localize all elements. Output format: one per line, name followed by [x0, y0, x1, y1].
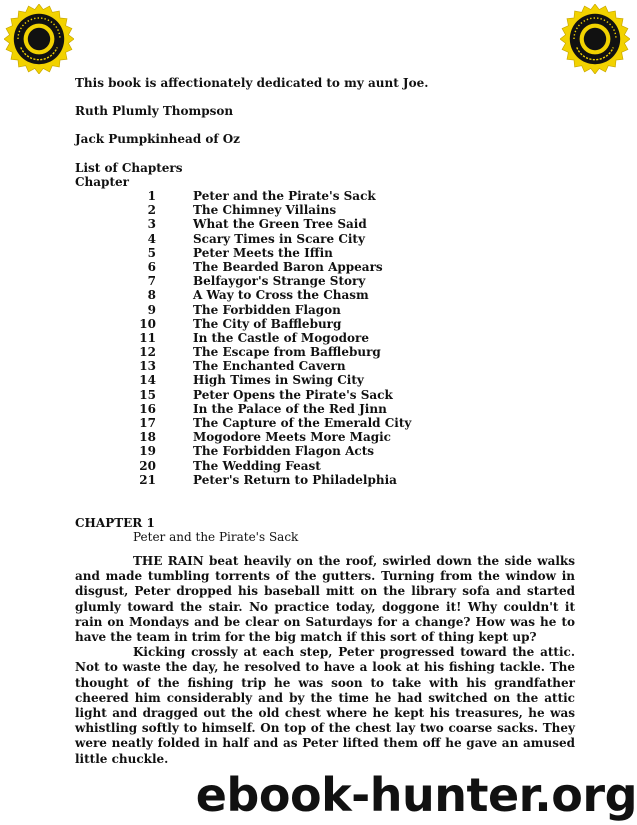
toc-entry — [0, 416, 637, 430]
toc-entry — [0, 430, 637, 444]
toc-entry-number: 15 — [139, 387, 156, 402]
toc-entry-title: High Times in Swing City — [193, 373, 364, 388]
toc-entry-title: The Chimney Villains — [193, 203, 337, 218]
toc-entry-number: 3 — [147, 217, 156, 232]
toc-entry-number: 19 — [139, 444, 156, 459]
abbyy-seal-left[interactable] — [4, 4, 74, 74]
toc-entry-number: 8 — [147, 288, 156, 303]
toc-entry-number: 16 — [139, 401, 156, 416]
toc-entry — [0, 331, 637, 345]
chapter-title: Peter and the Pirate's Sack — [133, 530, 299, 544]
toc-entry — [0, 203, 637, 217]
chapter-body — [75, 554, 575, 767]
author-name: Ruth Plumly Thompson — [75, 104, 234, 118]
toc-entry-title: The Escape from Baffleburg — [193, 345, 381, 360]
toc-entry-number: 13 — [139, 359, 156, 374]
toc-entry — [0, 303, 637, 317]
toc-entry — [0, 345, 637, 359]
toc-entry-title: In the Palace of the Red Jinn — [193, 401, 387, 416]
toc-entry-title: Peter's Return to Philadelphia — [193, 472, 397, 487]
toc-entry-title: What the Green Tree Said — [193, 217, 367, 232]
toc-entry-title: The Bearded Baron Appears — [193, 259, 383, 274]
book-title: Jack Pumpkinhead of Oz — [75, 132, 240, 146]
toc-entry-title: Peter Meets the Iffin — [193, 245, 333, 260]
toc-entry — [0, 373, 637, 387]
toc-entry-title: The Wedding Feast — [193, 458, 321, 473]
toc-entry-number: 21 — [139, 472, 156, 487]
abbyy-seal-icon — [560, 4, 630, 74]
toc-entry — [0, 217, 637, 231]
toc-entry-number: 18 — [139, 430, 156, 445]
toc-entry — [0, 260, 637, 274]
toc-entry-title: The Capture of the Emerald City — [193, 416, 412, 430]
toc-entry-number: 10 — [139, 316, 156, 331]
toc-entry-title: Scary Times in Scare City — [193, 231, 365, 246]
toc-entry-number: 11 — [139, 330, 156, 345]
toc-entry — [0, 359, 637, 373]
toc-entry — [0, 402, 637, 416]
toc-entry-title: Belfaygor's Strange Story — [193, 274, 366, 289]
toc-entry — [0, 246, 637, 260]
toc-entry-number: 14 — [139, 373, 156, 388]
toc-entry-title: The Forbidden Flagon — [193, 302, 341, 317]
toc-entry-title: Mogodore Meets More Magic — [193, 430, 391, 445]
toc-entry — [0, 444, 637, 458]
table-of-contents — [0, 189, 637, 487]
chapter-heading: CHAPTER 1 — [75, 516, 155, 530]
toc-entry-title: The City of Baffleburg — [193, 316, 342, 331]
toc-entry-number: 6 — [147, 259, 156, 274]
toc-entry — [0, 388, 637, 402]
toc-entry — [0, 189, 637, 203]
toc-entry — [0, 459, 637, 473]
toc-entry-number: 4 — [147, 231, 156, 246]
toc-entry-title: Peter Opens the Pirate's Sack — [193, 387, 393, 402]
abbyy-seal-icon — [4, 4, 74, 74]
toc-entry-number: 5 — [147, 245, 156, 260]
toc-entry-title: The Enchanted Cavern — [193, 359, 346, 374]
toc-entry-title: A Way to Cross the Chasm — [193, 288, 369, 303]
abbyy-seal-right[interactable] — [560, 4, 630, 74]
toc-entry-number: 20 — [139, 458, 156, 473]
toc-entry-number: 17 — [139, 416, 156, 430]
toc-column-label: Chapter — [75, 175, 129, 189]
paragraph: Kicking crossly at each step, Peter progressed toward the attic. Not to waste the day, he resolved to have a look at his fishing tackle. The thought of the fishing trip he was soon to take with his grandfather cheered him considerably and by the time he had switched on the attic light and dragged out the old chest where he kept his treasures, he was whistling softly to himself. On top of the chest lay two coarse sacks. They were neatly folded in half and as Peter lifted them off he gave an amused little chuckle. — [75, 645, 575, 766]
paragraph: THE RAIN beat heavily on the roof, swirled down the side walks and made tumbling torrents of the gutters. Turning from the window in disgust, Peter dropped his baseball mitt on the library sofa and started glumly toward the stair. No practice today, doggone it! Why couldn't it rain on Mondays and be clear on Saturdays for a change? How was he to have the team in trim for the big match if this sort of thing kept up? — [75, 554, 575, 645]
toc-entry-number: 7 — [147, 274, 156, 289]
toc-entry-title: In the Castle of Mogodore — [193, 330, 369, 345]
toc-entry-number: 1 — [147, 189, 156, 203]
toc-entry — [0, 232, 637, 246]
toc-entry — [0, 274, 637, 288]
toc-entry-number: 2 — [147, 203, 156, 218]
toc-entry-title: The Forbidden Flagon Acts — [193, 444, 374, 459]
toc-entry-title: Peter and the Pirate's Sack — [193, 189, 376, 203]
toc-entry — [0, 288, 637, 302]
dedication-text: This book is affectionately dedicated to my aunt Joe. — [75, 76, 429, 90]
toc-heading: List of Chapters — [75, 161, 183, 175]
toc-entry — [0, 473, 637, 487]
toc-entry-number: 9 — [147, 302, 156, 317]
toc-entry-number: 12 — [139, 345, 156, 360]
toc-entry — [0, 317, 637, 331]
footer-watermark[interactable]: ebook-hunter.org — [195, 768, 637, 822]
